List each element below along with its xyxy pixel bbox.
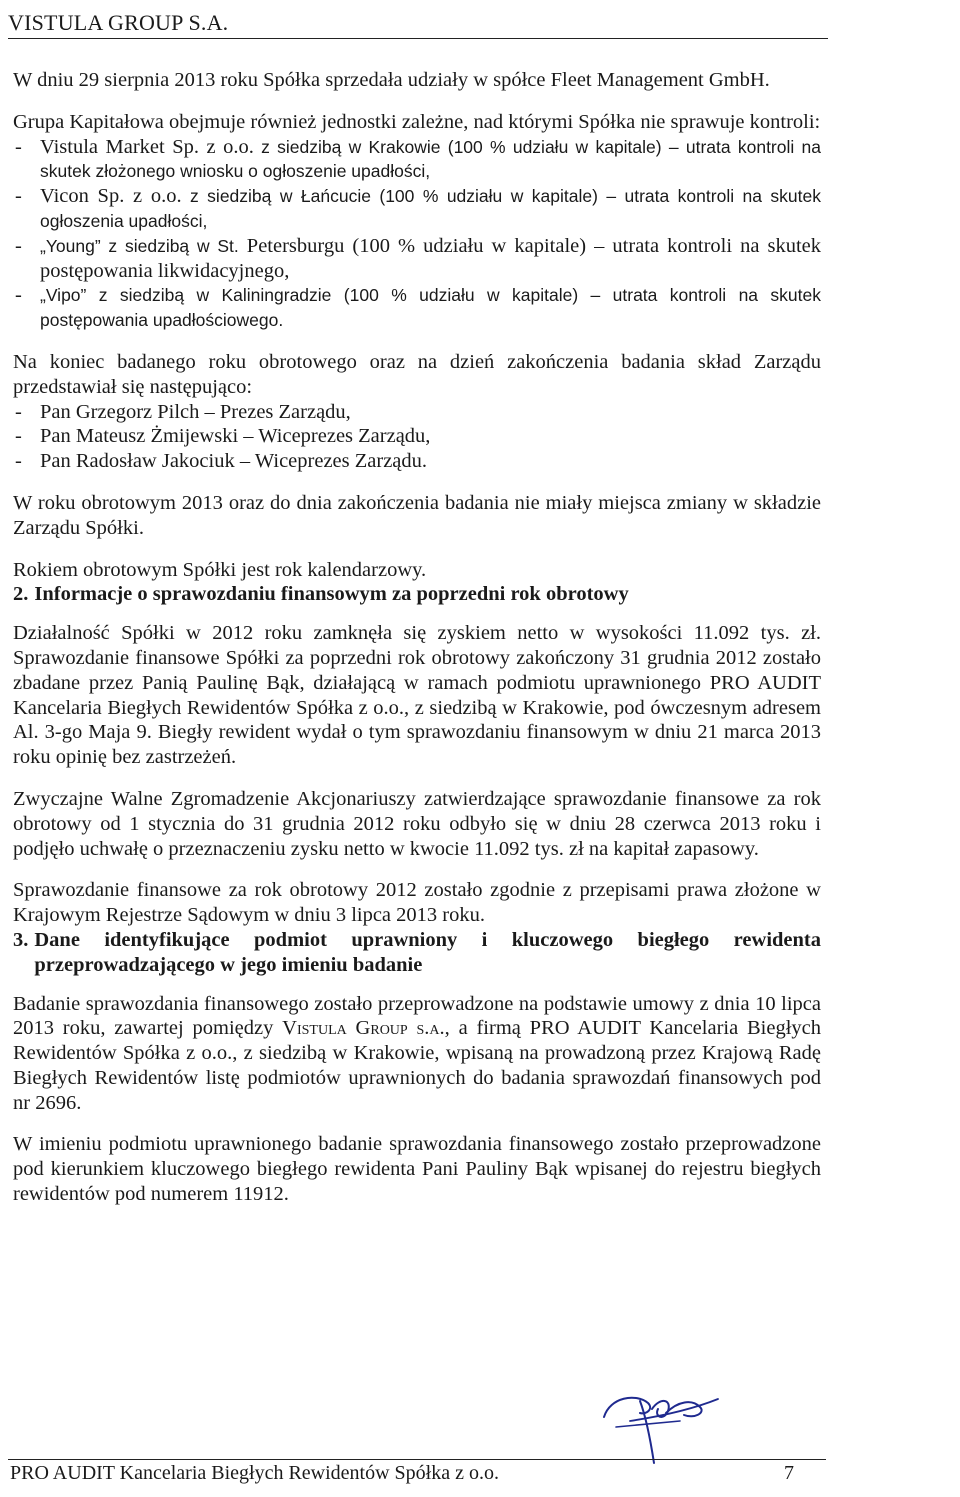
list-item: - Pan Radosław Jakociuk – Wiceprezes Zarządu. (13, 449, 821, 474)
client-company-name: Vistula Group s.a. (282, 1017, 445, 1040)
board-members-list (13, 400, 821, 474)
section-number: 2. (13, 583, 29, 606)
section-3-paragraph (13, 992, 821, 1116)
agreement-text-end: , a firmą PRO AUDIT Kancelaria Biegłych Rewidentów Spółka z o.o., z siedzibą w Krakowie, wpisaną na prowadzoną przez Krajową Radę Biegłych Rewidentów listę podmiotów uprawnionych do badania sprawozdań finansowych pod nr 2696. (13, 1017, 821, 1114)
list-item (13, 283, 821, 333)
subsidiary-detail: z siedzibą w Łańcucie (100 % udziału w kapitale) – utrata kontroli na skutek ogłoszenia upadłości, (40, 186, 821, 231)
section-title: Dane identyfikujące podmiot uprawniony i kluczowego biegłego rewidenta przeprowadzającego w jego imieniu badanie (34, 928, 821, 976)
section-title: Informacje o sprawozdaniu finansowym za poprzedni rok obrotowy (34, 583, 629, 606)
agreement-text-start: Badanie sprawozdania finansowego zostało przeprowadzone na podstawie umowy z dnia 10 lipca 2013 roku, zawartej pomiędzy (13, 992, 821, 1040)
subsidiary-name: „Young” z siedzibą w St. (40, 235, 239, 256)
list-item: - Pan Mateusz Żmijewski – Wiceprezes Zarządu, (13, 424, 821, 449)
board-no-changes-paragraph: W roku obrotowym 2013 oraz do dnia zakończenia badania nie miały miejsca zmiany w składzie Zarządu Spółki. (13, 491, 821, 539)
sale-paragraph: W dniu 29 sierpnia 2013 roku Spółka sprzedała udziały w spółce Fleet Management GmbH. (13, 69, 770, 91)
section-3-paragraph: W imieniu podmiotu uprawnionego badanie sprawozdania finansowego zostało przeprowadzone pod kierunkiem kluczowego biegłego rewidenta Pani Pauliny Bąk wpisanej do rejestru biegłych rewidentów pod numerem 11912. (13, 1133, 821, 1206)
page-body (13, 68, 821, 1207)
fiscal-year-paragraph: Rokiem obrotowym Spółki jest rok kalendarzowy. (13, 558, 427, 581)
section-2-heading (13, 582, 821, 607)
list-item (13, 184, 821, 234)
footer-divider (8, 1459, 826, 1460)
footer-firm-name: PRO AUDIT Kancelaria Biegłych Rewidentów Spółka z o.o. (10, 1462, 499, 1484)
section-number: 3. (13, 928, 29, 951)
subsidiary-detail: Petersburgu (100 % udziału w kapitale) – utrata kontroli na skutek postępowania likwidacyjnego, (40, 234, 821, 282)
list-item (13, 135, 821, 185)
section-3-heading (13, 928, 821, 978)
section-2-paragraph: Sprawozdanie finansowe za rok obrotowy 2012 zostało zgodnie z przepisami prawa złożone w Krajowym Rejestrze Sądowym w dniu 3 lipca 2013 roku. (13, 879, 821, 927)
page-number: 7 (784, 1462, 794, 1484)
subsidiaries-list (13, 135, 821, 333)
list-item: - Pan Grzegorz Pilch – Prezes Zarządu, (13, 400, 821, 425)
subsidiary-name: Vicon Sp. z o.o. (40, 185, 182, 208)
group-intro-paragraph: Grupa Kapitałowa obejmuje również jednostki zależne, nad którymi Spółka nie sprawuje kontroli: (13, 110, 821, 133)
subsidiary-name: „Vipo” z siedzibą w Kaliningradzie (100 % udziału w kapitale) – utrata kontroli na skutek postępowania upadłościowego. (40, 285, 821, 331)
section-2-paragraph: Działalność Spółki w 2012 roku zamknęła się zyskiem netto w wysokości 11.092 tys. zł. Sprawozdanie finansowe Spółki za poprzedni rok obrotowy zakończony 31 grudnia 2012 zostało zbadane przez Panią Paulinę Bąk, działającą w ramach podmiotu uprawnionego PRO AUDIT Kancelaria Biegłych Rewidentów Spółka z o.o., z siedzibą w Krakowie, pod ówczesnym adresem Al. 3-go Maja 9. Biegły rewident wydał o tym sprawozdaniu finansowym w dniu 21 marca 2013 roku opinię bez zastrzeżeń. (13, 622, 821, 769)
header-company-name: VISTULA GROUP S.A. (8, 10, 229, 35)
header-divider (8, 38, 828, 39)
subsidiary-detail: z siedzibą w Krakowie (100 % udziału w kapitale) – utrata kontroli na skutek złożonego wniosku o ogłoszenie upadłości, (40, 136, 821, 182)
section-2-paragraph: Zwyczajne Walne Zgromadzenie Akcjonariuszy zatwierdzające sprawozdanie finansowe za rok obrotowy od 1 stycznia do 31 grudnia 2012 roku odbyło się w dniu 28 czerwca 2013 roku i podjęło uchwałę o przeznaczeniu zysku netto w kwocie 11.092 tys. zł na kapitał zapasowy. (13, 787, 821, 860)
subsidiary-name: Vistula Market Sp. z o.o. (40, 135, 254, 158)
auditor-signature (596, 1387, 726, 1467)
list-item (13, 234, 821, 284)
board-intro-paragraph: Na koniec badanego roku obrotowego oraz na dzień zakończenia badania skład Zarządu przedstawiał się następująco: (13, 350, 821, 398)
